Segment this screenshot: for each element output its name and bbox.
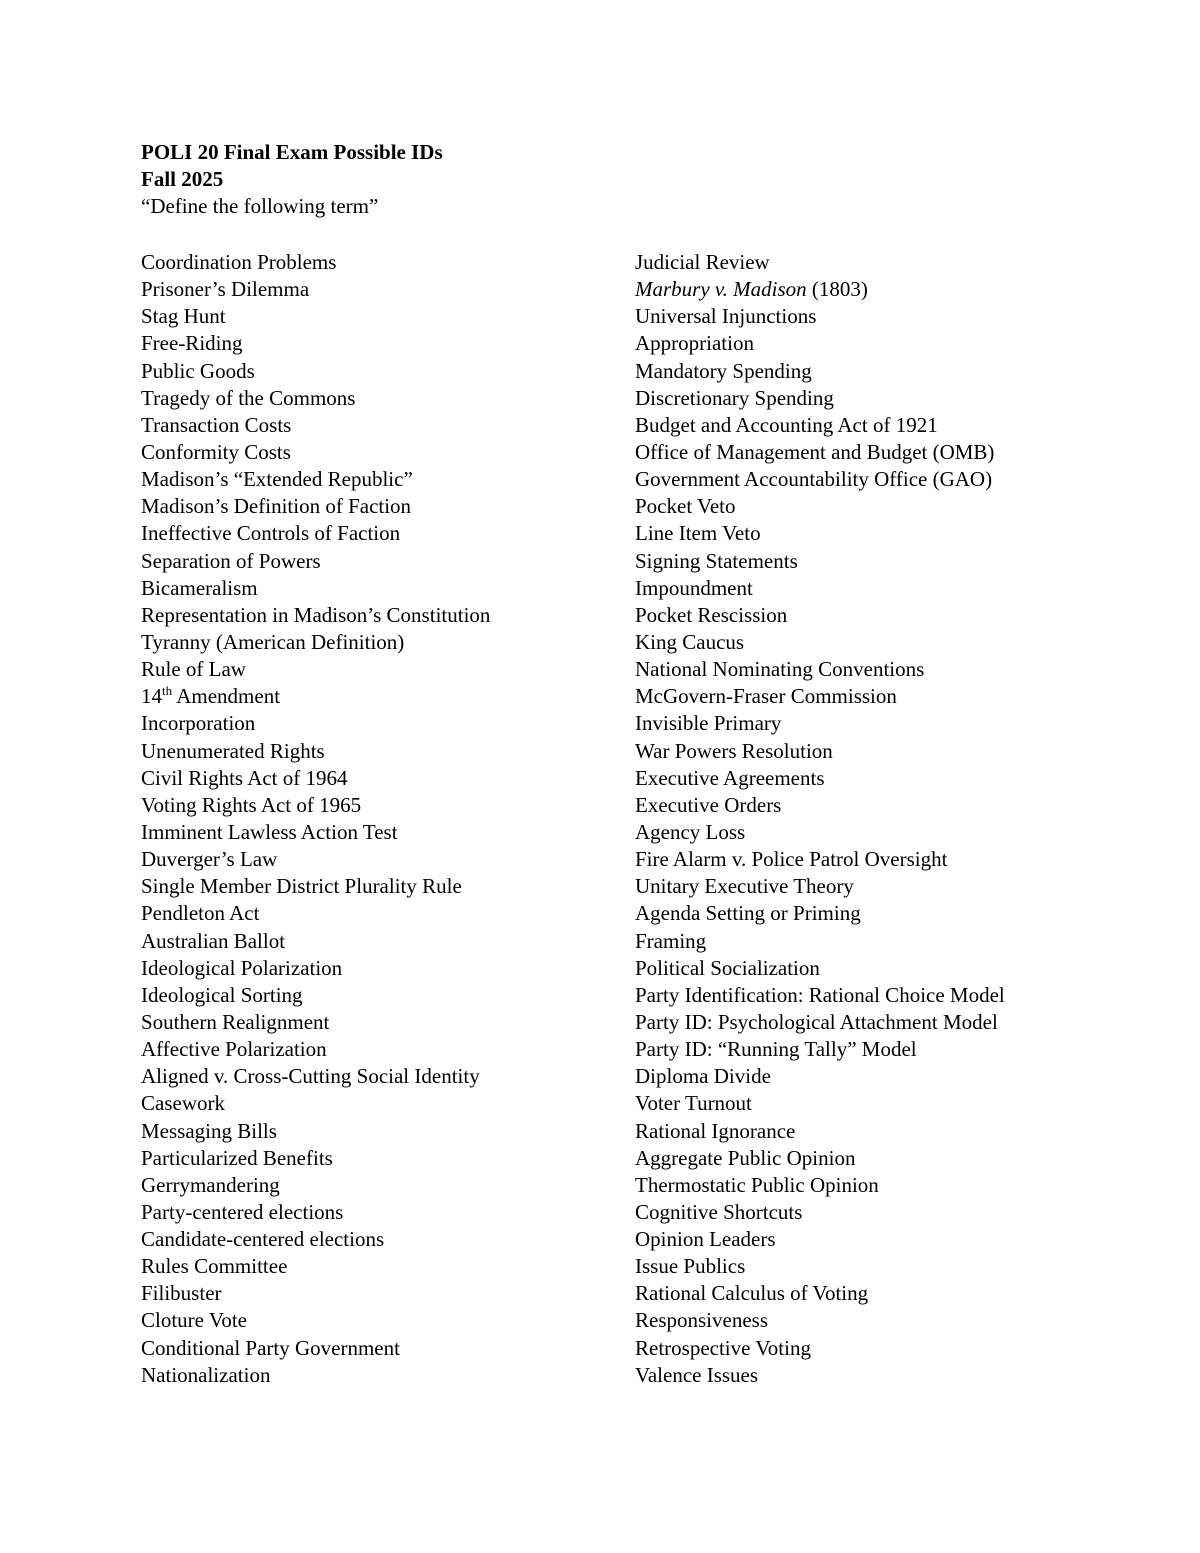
term-item: Prisoner’s Dilemma	[141, 277, 310, 302]
term-item: Transaction Costs	[141, 412, 292, 437]
term-item: King Caucus	[635, 629, 745, 654]
term-item: Party-centered elections	[141, 1199, 344, 1224]
term-item: Universal Injunctions	[635, 304, 817, 329]
term-item: Civil Rights Act of 1964	[141, 765, 348, 790]
document-title: POLI 20 Final Exam Possible IDs	[141, 140, 443, 164]
term-item: Executive Orders	[635, 792, 782, 817]
term-item: Madison’s “Extended Republic”	[141, 467, 413, 492]
term-item: Agency Loss	[635, 819, 746, 844]
term-item: Discretionary Spending	[635, 385, 834, 410]
term-item: Executive Agreements	[635, 765, 825, 790]
term-item: Line Item Veto	[635, 521, 761, 546]
term-item: Budget and Accounting Act of 1921	[635, 412, 938, 437]
term-item: Retrospective Voting	[635, 1335, 811, 1360]
term-item: Conditional Party Government	[141, 1335, 400, 1360]
term-item	[635, 276, 1005, 303]
term-item: Particularized Benefits	[141, 1145, 333, 1170]
term-item: Pendleton Act	[141, 901, 260, 926]
document-term: Fall 2025	[141, 167, 224, 191]
term-item: Nationalization	[141, 1362, 271, 1387]
term-item: Party Identification: Rational Choice Model	[635, 982, 1005, 1007]
term-item: Valence Issues	[635, 1362, 759, 1387]
term-item: Aggregate Public Opinion	[635, 1145, 856, 1170]
term-item: Tragedy of the Commons	[141, 385, 356, 410]
term-item: Diploma Divide	[635, 1064, 771, 1089]
term-item: Aligned v. Cross-Cutting Social Identity	[141, 1064, 480, 1089]
term-item: Party ID: “Running Tally” Model	[635, 1037, 917, 1062]
term-item: McGovern-Fraser Commission	[635, 684, 897, 709]
left-term-list	[141, 249, 490, 1389]
term-item: Pocket Rescission	[635, 602, 788, 627]
term-item: Judicial Review	[635, 250, 770, 274]
case-year: (1803)	[806, 277, 868, 302]
term-item: Ideological Sorting	[141, 982, 303, 1007]
document-header	[141, 139, 443, 220]
term-item: Duverger’s Law	[141, 847, 278, 872]
term-item: Coordination Problems	[141, 250, 337, 274]
term-item: Australian Ballot	[141, 928, 286, 953]
term-item: Bicameralism	[141, 575, 258, 600]
amendment-ordinal-suffix: th	[162, 683, 173, 699]
term-item: Issue Publics	[635, 1254, 746, 1279]
right-term-list	[635, 249, 1005, 1389]
term-item: Voting Rights Act of 1965	[141, 792, 362, 817]
term-item: Office of Management and Budget (OMB)	[635, 439, 995, 464]
term-item: Political Socialization	[635, 955, 820, 980]
term-item: Filibuster	[141, 1281, 222, 1306]
term-item: Casework	[141, 1091, 225, 1116]
term-item: Mandatory Spending	[635, 358, 812, 383]
term-item: Incorporation	[141, 711, 256, 736]
term-item: Rule of Law	[141, 657, 246, 682]
term-item: Responsiveness	[635, 1308, 768, 1333]
term-item: Rational Calculus of Voting	[635, 1281, 869, 1306]
term-item: Candidate-centered elections	[141, 1227, 385, 1252]
term-item: Cloture Vote	[141, 1308, 247, 1333]
term-item: Party ID: Psychological Attachment Model	[635, 1009, 998, 1034]
term-item: Rational Ignorance	[635, 1118, 796, 1143]
term-item: Separation of Powers	[141, 548, 321, 573]
term-item: Conformity Costs	[141, 439, 291, 464]
term-item: Fire Alarm v. Police Patrol Oversight	[635, 847, 948, 872]
term-item: Southern Realignment	[141, 1009, 330, 1034]
term-item: Invisible Primary	[635, 711, 782, 736]
term-item: Stag Hunt	[141, 304, 226, 329]
term-item: Single Member District Plurality Rule	[141, 874, 462, 899]
term-item: Imminent Lawless Action Test	[141, 819, 398, 844]
term-item: Tyranny (American Definition)	[141, 629, 405, 654]
term-item: Representation in Madison’s Constitution	[141, 602, 491, 627]
term-item: Agenda Setting or Priming	[635, 901, 861, 926]
case-name: Marbury v. Madison	[635, 277, 807, 302]
term-item: Impoundment	[635, 575, 753, 600]
amendment-number: 14	[141, 684, 162, 709]
term-item: Government Accountability Office (GAO)	[635, 467, 993, 492]
term-item: Unenumerated Rights	[141, 738, 325, 763]
term-item: Thermostatic Public Opinion	[635, 1172, 879, 1197]
term-item: Pocket Veto	[635, 494, 736, 519]
term-item: Ineffective Controls of Faction	[141, 521, 401, 546]
term-item: Gerrymandering	[141, 1172, 280, 1197]
term-item: Appropriation	[635, 331, 754, 356]
amendment-label: Amendment	[172, 684, 281, 709]
term-item: Madison’s Definition of Faction	[141, 494, 412, 519]
document-instruction: “Define the following term”	[141, 194, 379, 218]
term-item: Opinion Leaders	[635, 1227, 776, 1252]
term-item: Ideological Polarization	[141, 955, 343, 980]
term-item: War Powers Resolution	[635, 738, 833, 763]
term-item	[141, 683, 490, 710]
term-item: National Nominating Conventions	[635, 657, 925, 682]
term-item: Affective Polarization	[141, 1037, 327, 1062]
term-item: Framing	[635, 928, 707, 953]
term-item: Cognitive Shortcuts	[635, 1199, 803, 1224]
term-item: Voter Turnout	[635, 1091, 752, 1116]
term-item: Free-Riding	[141, 331, 243, 356]
term-item: Public Goods	[141, 358, 255, 383]
term-item: Rules Committee	[141, 1254, 288, 1279]
term-item: Messaging Bills	[141, 1118, 277, 1143]
term-item: Unitary Executive Theory	[635, 874, 854, 899]
term-item: Signing Statements	[635, 548, 798, 573]
